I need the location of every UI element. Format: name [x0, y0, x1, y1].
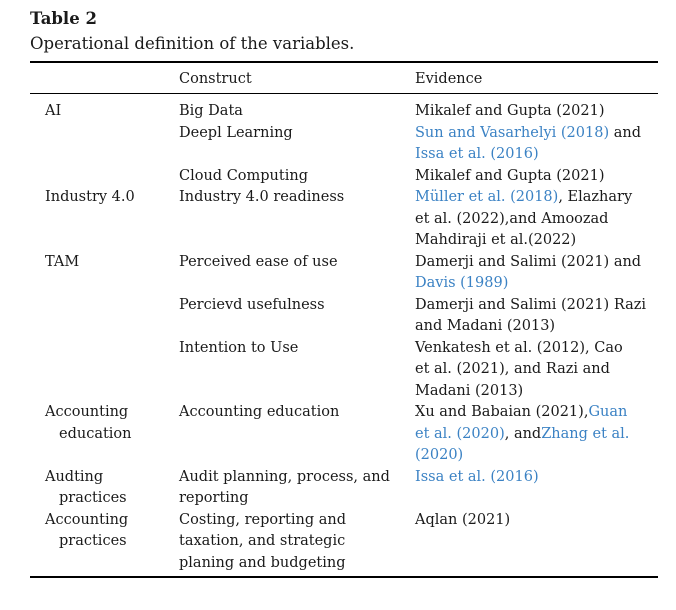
construct-cell	[179, 295, 325, 317]
evidence-text: Mahdiraji et al.(2022)	[415, 232, 577, 248]
construct-cell-line: taxation, and strategic	[179, 533, 346, 549]
evidence-text: , and	[504, 425, 542, 442]
evidence-text: Mikalef and Gupta (2021)	[415, 103, 605, 119]
construct-cell-line: planing and budgeting	[179, 554, 346, 571]
evidence-cell-line	[415, 252, 641, 274]
variable-cell-line: education	[59, 425, 132, 442]
construct-cell	[179, 467, 390, 510]
citation-link[interactable]: Davis (1989)	[415, 275, 509, 291]
evidence-cell-line	[415, 359, 623, 381]
table-caption: Operational definition of the variables.	[30, 34, 355, 53]
evidence-text: Venkatesh et al. (2012), Cao	[415, 339, 623, 356]
evidence-cell-line	[415, 316, 646, 338]
evidence-cell-line	[415, 166, 604, 188]
evidence-cell-line	[415, 510, 510, 532]
construct-cell	[179, 402, 339, 424]
evidence-text: Madani (2013)	[415, 382, 524, 399]
evidence-cell	[415, 166, 604, 188]
evidence-text: and	[609, 124, 641, 141]
construct-cell-line: Intention to Use	[179, 339, 299, 356]
variable-cell-line: Accounting	[45, 511, 129, 528]
citation-link[interactable]: Müller et al. (2018)	[415, 189, 559, 205]
variable-cell	[45, 510, 128, 553]
table-label: Table 2	[30, 9, 97, 28]
evidence-cell-line	[415, 381, 623, 403]
evidence-cell-line	[415, 209, 632, 231]
construct-cell-line: Percievd usefulness	[179, 296, 325, 313]
top-rule	[30, 61, 658, 63]
evidence-cell	[415, 101, 604, 123]
header-rule	[30, 93, 658, 94]
evidence-cell-line	[415, 424, 629, 446]
construct-cell	[179, 252, 338, 274]
evidence-text: and Madani (2013)	[415, 318, 556, 334]
construct-cell-line: Costing, reporting and	[179, 511, 346, 528]
citation-link[interactable]: Issa et al. (2016)	[415, 146, 539, 162]
construct-cell-line: Big Data	[179, 103, 243, 119]
evidence-text: Damerji and Salimi (2021) Razi	[415, 296, 646, 313]
evidence-cell-line	[415, 144, 641, 166]
evidence-text: Damerji and Salimi (2021) and	[415, 253, 642, 270]
construct-cell-line: Audit planning, process, and	[179, 468, 390, 485]
construct-cell	[179, 510, 346, 575]
construct-cell-line: Deepl Learning	[179, 124, 293, 141]
evidence-text: et al. (2022),and Amoozad	[415, 210, 609, 227]
construct-cell	[179, 123, 293, 145]
construct-cell	[179, 338, 298, 360]
evidence-cell-line	[415, 187, 632, 209]
evidence-cell-line	[415, 295, 646, 317]
variable-cell-line: Accounting	[45, 404, 129, 420]
citation-link[interactable]: Sun and Vasarhelyi (2018)	[415, 124, 610, 141]
citation-link[interactable]: Guan	[588, 404, 628, 420]
evidence-cell-line	[415, 273, 641, 295]
evidence-cell-line	[415, 467, 539, 489]
evidence-cell-line	[415, 230, 632, 252]
construct-cell	[179, 101, 243, 123]
variable-cell	[45, 101, 61, 123]
variable-cell	[45, 252, 79, 274]
evidence-cell-line	[415, 123, 641, 145]
construct-cell	[179, 187, 344, 209]
evidence-cell	[415, 510, 510, 532]
header-evidence: Evidence	[415, 71, 483, 87]
evidence-cell-line	[415, 402, 629, 424]
evidence-cell	[415, 252, 641, 295]
construct-cell-line: Accounting education	[179, 404, 340, 420]
evidence-cell-line	[415, 445, 629, 467]
construct-cell-line: reporting	[179, 490, 249, 506]
variable-cell-line: Industry 4.0	[45, 189, 135, 205]
evidence-text: Mikalef and Gupta (2021)	[415, 167, 605, 184]
header-construct: Construct	[179, 71, 252, 87]
evidence-cell	[415, 402, 629, 467]
evidence-cell-line	[415, 101, 604, 123]
construct-cell-line: Perceived ease of use	[179, 253, 338, 270]
evidence-text: , Elazhary	[558, 189, 633, 205]
evidence-cell	[415, 295, 646, 338]
evidence-cell	[415, 338, 623, 403]
citation-link[interactable]: et al. (2020)	[415, 425, 505, 442]
construct-cell	[179, 166, 308, 188]
citation-link[interactable]: (2020)	[415, 447, 464, 463]
citation-link[interactable]: Issa et al. (2016)	[415, 468, 539, 485]
evidence-text: Aqlan (2021)	[415, 511, 511, 528]
construct-cell-line: Cloud Computing	[179, 167, 308, 184]
evidence-cell	[415, 123, 641, 166]
variable-cell-line: practices	[59, 490, 127, 506]
evidence-cell	[415, 467, 539, 489]
variable-cell	[45, 187, 135, 209]
variable-cell-line: Audting	[45, 468, 104, 485]
construct-cell-line: Industry 4.0 readiness	[179, 189, 345, 205]
evidence-cell-line	[415, 338, 623, 360]
variable-cell	[45, 402, 132, 445]
variable-cell-line: practices	[59, 533, 127, 549]
variable-cell-line: AI	[45, 103, 62, 119]
citation-link[interactable]: Zhang et al.	[541, 425, 630, 442]
evidence-cell	[415, 187, 632, 252]
evidence-text: Xu and Babaian (2021),	[415, 404, 589, 420]
variable-cell-line: TAM	[45, 253, 80, 270]
bottom-rule	[30, 576, 658, 578]
evidence-text: et al. (2021), and Razi and	[415, 361, 610, 377]
variable-cell	[45, 467, 127, 510]
